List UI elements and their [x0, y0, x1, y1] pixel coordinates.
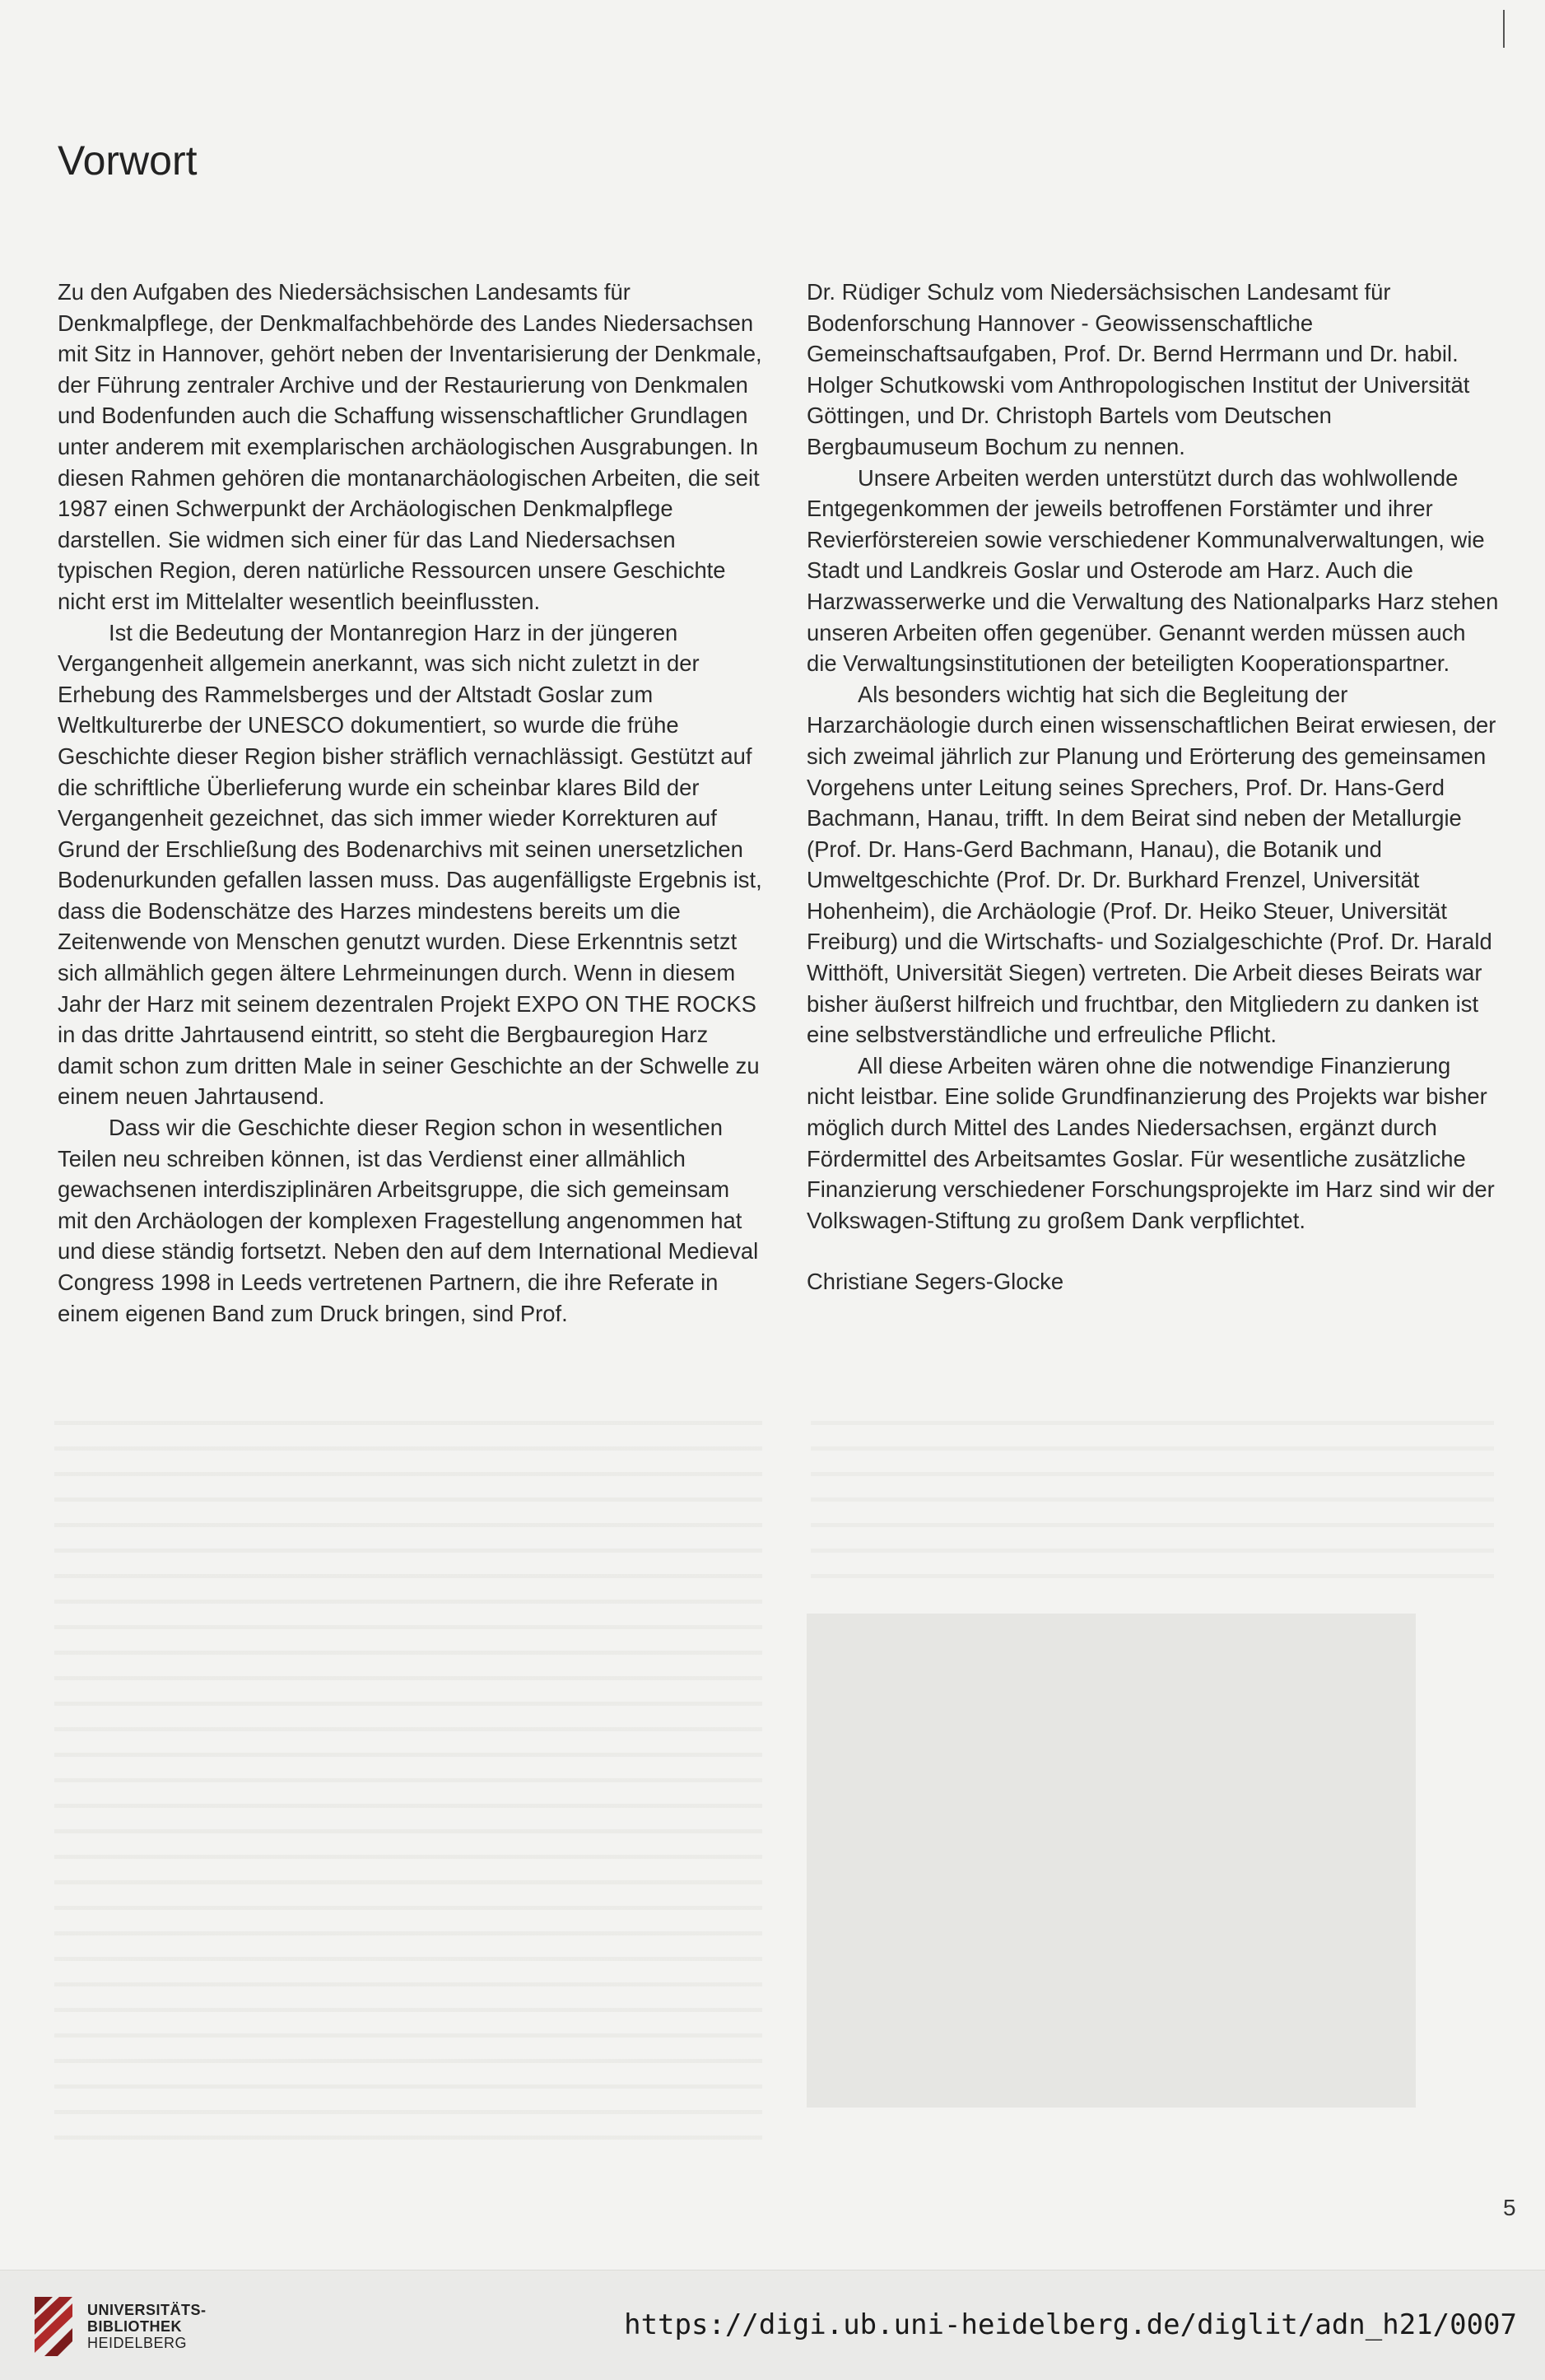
- left-column: [58, 277, 766, 1329]
- footer-bar: [0, 2270, 1545, 2380]
- permalink-url[interactable]: https://digi.ub.uni-heidelberg.de/diglit/adn_h21/0007: [624, 2308, 1517, 2341]
- paragraph: Unsere Arbeiten werden unterstützt durch das wohlwollende Entgegenkommen der jeweils betroffenen Forstämter und ihrer Revierförstereien sowie verschiedener Kommunalverwaltungen, wie Stadt und Landkreis Goslar und Osterode am Harz. Auch die Harzwasserwerke und die Verwaltung des Nationalparks Harz stehen unseren Arbeiten offen gegenüber. Genannt werden müssen auch die Verwaltungsinstitutionen der beteiligten Kooperationspartner.: [807, 464, 1499, 677]
- page-number: 5: [1503, 2195, 1516, 2220]
- library-name-line: UNIVERSITÄTS-: [87, 2302, 207, 2318]
- paragraph: Zu den Aufgaben des Niedersächsischen Landesamts für Denkmalpflege, der Denkmalfachbehörde des Landes Niedersachsen mit Sitz in Hannover, gehört neben der Inventarisierung der Denkmale, der Führung zentraler Archive und der Restaurierung von Denkmalen und Bodenfunden auch die Schaffung wissenschaftlicher Grundlagen unter anderem mit exemplarischen archäologischen Ausgrabungen. In diesen Rahmen gehören die montanarchäologischen Arbeiten, die seit 1987 einen Schwerpunkt der Archäologischen Denkmalpflege darstellen. Sie widmen sich einer für das Land Niedersachsen typischen Region, deren natürliche Ressourcen unsere Geschichte nicht erst im Mittelalter wesentlich beeinflussten.: [58, 279, 762, 614]
- show-through-image: [807, 1614, 1416, 2108]
- library-name: [87, 2302, 207, 2351]
- show-through-text: [54, 1400, 762, 2140]
- page-edge-mark: [1503, 10, 1505, 48]
- page-title: Vorwort: [58, 137, 198, 184]
- library-logo-icon[interactable]: [28, 2289, 79, 2363]
- show-through-text: [811, 1400, 1494, 1589]
- paragraph: Ist die Bedeutung der Montanregion Harz in der jüngeren Vergangenheit allgemein anerkannt, was sich nicht zuletzt in der Erhebung des Rammelsberges und der Altstadt Goslar zum Weltkulturerbe der UNESCO dokumentiert, so wurde die frühe Geschichte dieser Region bisher sträflich vernachlässigt. Gestützt auf die schriftliche Überlieferung wurde ein scheinbar klares Bild der Vergangenheit gezeichnet, das sich immer wieder Korrekturen auf Grund der Erschließung des Bodenarchivs mit seinen unersetzlichen Bodenurkunden gefallen lassen muss. Das augenfälligste Ergebnis ist, dass die Bodenschätze des Harzes mindestens bereits um die Zeitenwende von Menschen genutzt wurden. Diese Erkenntnis setzt sich allmählich gegen ältere Lehrmeinungen durch. Wenn in diesem Jahr der Harz mit seinem dezentralen Projekt EXPO ON THE ROCKS in das dritte Jahrtausend eintritt, so steht die Bergbauregion Harz damit schon zum dritten Male in seiner Geschichte an der Schwelle zu einem neuen Jahrtausend.: [58, 619, 762, 1110]
- signature: Christiane Segers-Glocke: [807, 1269, 1064, 1295]
- paragraph: All diese Arbeiten wären ohne die notwendige Finanzierung nicht leistbar. Eine solide Grundfinanzierung des Projekts war bisher möglich durch Mittel des Landes Niedersachsen, ergänzt durch Fördermittel des Arbeitsamtes Goslar. Für wesentliche zusätzliche Finanzierung verschiedener Forschungsprojekte im Harz sind wir der Volkswagen-Stiftung zu großem Dank verpflichtet.: [807, 1052, 1495, 1233]
- library-name-line: HEIDELBERG: [87, 2335, 188, 2351]
- library-name-line: BIBLIOTHEK: [87, 2318, 182, 2335]
- paragraph: Dass wir die Geschichte dieser Region schon in wesentlichen Teilen neu schreiben können, ist das Verdienst einer allmählich gewachsenen interdisziplinären Arbeitsgruppe, die sich gemeinsam mit den Archäologen der komplexen Fragestellung angenommen hat und diese ständig fortsetzt. Neben den auf dem International Medieval Congress 1998 in Leeds vertretenen Partnern, die ihre Referate in einem eigenen Band zum Druck bringen, sind Prof.: [58, 1115, 759, 1326]
- paragraph: Als besonders wichtig hat sich die Begleitung der Harzarchäologie durch einen wissenschaftlichen Beirat erwiesen, der sich zweimal jährlich zur Planung und Erörterung des gemeinsamen Vorgehens unter Leitung seines Sprechers, Prof. Dr. Hans-Gerd Bachmann, Hanau, trifft. In dem Beirat sind neben der Metallurgie (Prof. Dr. Hans-Gerd Bachmann, Hanau), die Botanik und Umweltgeschichte (Prof. Dr. Dr. Burkhard Frenzel, Universität Hohenheim), die Archäologie (Prof. Dr. Heiko Steuer, Universität Freiburg) und die Wirtschafts- und Sozialgeschichte (Prof. Dr. Harald Witthöft, Universität Siegen) vertreten. Die Arbeit dieses Beirats war bisher äußerst hilfreich und fruchtbar, den Mitgliedern zu danken ist eine selbstverständliche und erfreuliche Pflicht.: [807, 681, 1496, 1048]
- right-column: [807, 277, 1501, 1297]
- paragraph: Dr. Rüdiger Schulz vom Niedersächsischen Landesamt für Bodenforschung Hannover - Geowissenschaftliche Gemeinschaftsaufgaben, Prof. Dr. Bernd Herrmann und Dr. habil. Holger Schutkowski vom Anthropologischen Institut der Universität Göttingen, und Dr. Christoph Bartels vom Deutschen Bergbaumuseum Bochum zu nennen.: [807, 279, 1470, 459]
